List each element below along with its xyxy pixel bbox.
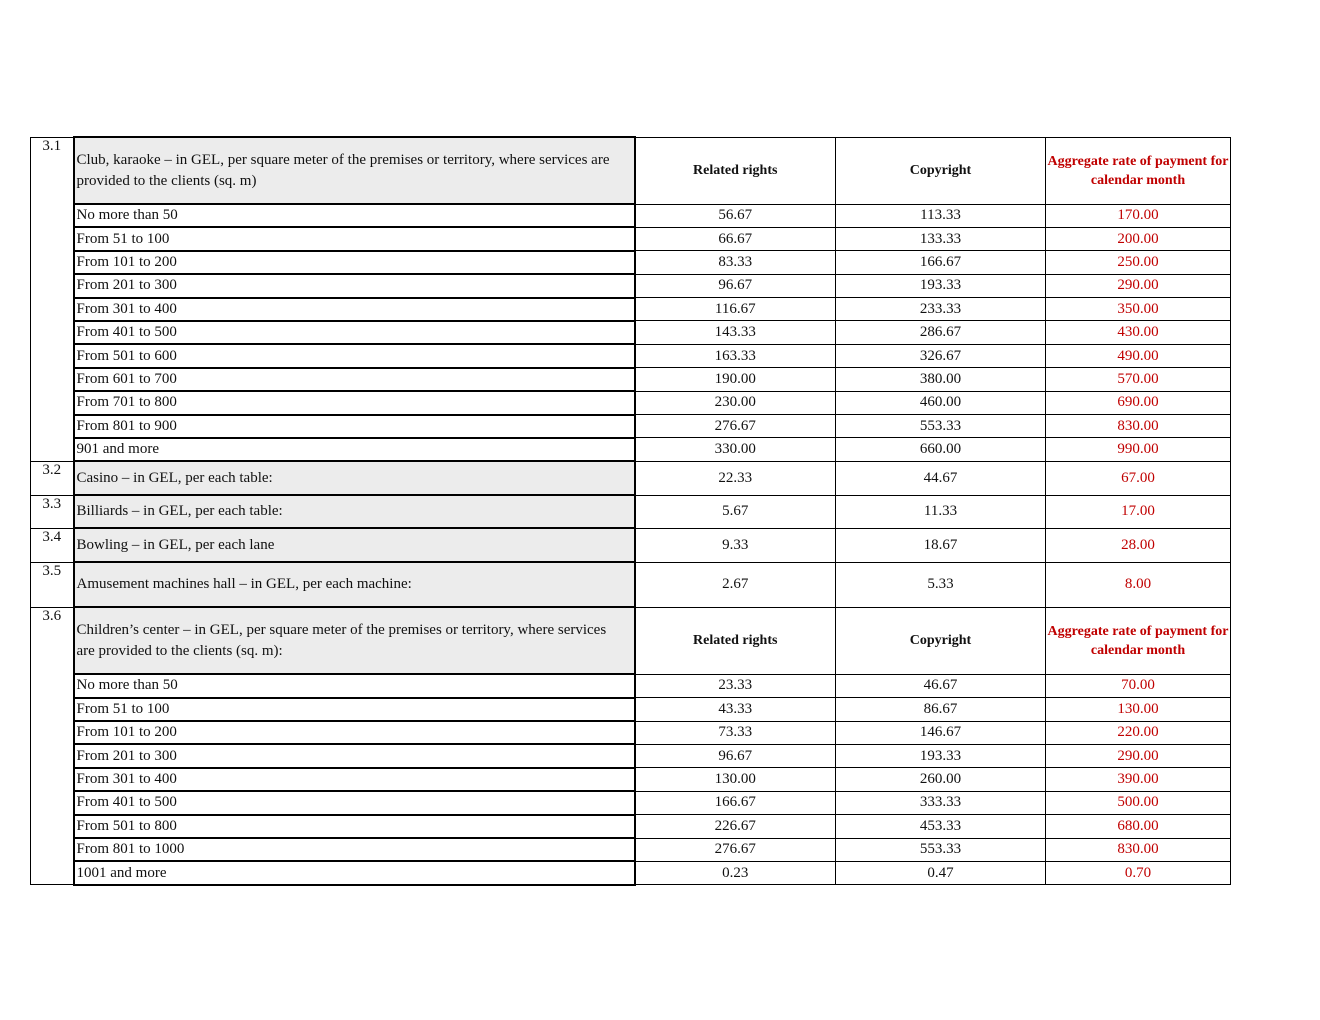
section-number-spacer [31,251,74,274]
aggregate-rate-value: 67.00 [1046,461,1231,495]
table-row [31,274,1231,297]
row-label: From 51 to 100 [74,698,635,721]
section-header-row [31,607,1231,674]
related-rights-value: 230.00 [635,391,836,414]
section-number: 3.2 [31,461,74,495]
section-number-spacer [31,791,74,814]
copyright-value: 193.33 [836,274,1046,297]
aggregate-rate-value: 170.00 [1046,204,1231,227]
related-rights-value: 66.67 [635,227,836,250]
section-number-spacer [31,391,74,414]
section-number-spacer [31,368,74,391]
section-title: Amusement machines hall – in GEL, per each machine: [74,562,635,607]
aggregate-rate-value: 390.00 [1046,768,1231,791]
related-rights-value: 276.67 [635,415,836,438]
aggregate-rate-value: 430.00 [1046,321,1231,344]
row-label: From 501 to 800 [74,815,635,838]
copyright-header: Copyright [836,137,1046,204]
related-rights-value: 73.33 [635,721,836,744]
table-row [31,204,1231,227]
copyright-header: Copyright [836,607,1046,674]
tariff-table-body [31,137,1231,885]
aggregate-rate-value: 570.00 [1046,368,1231,391]
table-row [31,815,1231,838]
section-number: 3.3 [31,495,74,528]
row-label: From 301 to 400 [74,298,635,321]
aggregate-rate-value: 690.00 [1046,391,1231,414]
table-row [31,298,1231,321]
row-label: From 101 to 200 [74,251,635,274]
section-number-spacer [31,321,74,344]
related-rights-value: 0.23 [635,861,836,884]
section-title: Billiards – in GEL, per each table: [74,495,635,528]
table-row [31,415,1231,438]
copyright-value: 333.33 [836,791,1046,814]
aggregate-rate-value: 350.00 [1046,298,1231,321]
section-number: 3.1 [31,137,74,204]
table-row [31,368,1231,391]
row-label: From 401 to 500 [74,321,635,344]
related-rights-value: 116.67 [635,298,836,321]
table-row [31,698,1231,721]
related-rights-value: 2.67 [635,562,836,607]
table-row [31,438,1231,461]
copyright-value: 553.33 [836,415,1046,438]
aggregate-rate-value: 200.00 [1046,227,1231,250]
section-number-spacer [31,204,74,227]
row-label: No more than 50 [74,204,635,227]
aggregate-rate-value: 0.70 [1046,861,1231,884]
aggregate-rate-value: 8.00 [1046,562,1231,607]
table-row [31,861,1231,884]
row-label: From 801 to 1000 [74,838,635,861]
aggregate-rate-value: 680.00 [1046,815,1231,838]
row-label: From 201 to 300 [74,274,635,297]
copyright-value: 146.67 [836,721,1046,744]
copyright-value: 0.47 [836,861,1046,884]
related-rights-value: 83.33 [635,251,836,274]
section-number-spacer [31,721,74,744]
related-rights-header: Related rights [635,137,836,204]
table-row [31,391,1231,414]
section-title: Children’s center – in GEL, per square meter of the premises or territory, where services are provided to the clients (sq. m): [74,607,635,674]
section-number-spacer [31,768,74,791]
related-rights-value: 5.67 [635,495,836,528]
table-row [31,321,1231,344]
copyright-value: 326.67 [836,344,1046,367]
copyright-value: 46.67 [836,674,1046,697]
section-number-spacer [31,274,74,297]
row-label: From 701 to 800 [74,391,635,414]
section-number-spacer [31,344,74,367]
related-rights-value: 143.33 [635,321,836,344]
copyright-value: 460.00 [836,391,1046,414]
section-number: 3.5 [31,562,74,607]
related-rights-value: 190.00 [635,368,836,391]
copyright-value: 380.00 [836,368,1046,391]
copyright-value: 233.33 [836,298,1046,321]
copyright-value: 5.33 [836,562,1046,607]
section-number-spacer [31,674,74,697]
section-number-spacer [31,838,74,861]
tariff-table [30,136,1231,886]
aggregate-rate-value: 17.00 [1046,495,1231,528]
section-number-spacer [31,861,74,884]
section-number-spacer [31,415,74,438]
section-number: 3.6 [31,607,74,674]
aggregate-rate-value: 290.00 [1046,744,1231,767]
aggregate-rate-value: 990.00 [1046,438,1231,461]
section-number-spacer [31,744,74,767]
section-row [31,495,1231,528]
related-rights-value: 96.67 [635,744,836,767]
section-title: Club, karaoke – in GEL, per square meter of the premises or territory, where services are provided to the clients (sq. m) [74,137,635,204]
related-rights-value: 163.33 [635,344,836,367]
related-rights-value: 96.67 [635,274,836,297]
section-number-spacer [31,298,74,321]
table-row [31,744,1231,767]
section-number-spacer [31,438,74,461]
aggregate-rate-value: 220.00 [1046,721,1231,744]
section-row [31,562,1231,607]
copyright-value: 166.67 [836,251,1046,274]
related-rights-value: 166.67 [635,791,836,814]
copyright-value: 133.33 [836,227,1046,250]
row-label: From 101 to 200 [74,721,635,744]
table-row [31,768,1231,791]
row-label: From 201 to 300 [74,744,635,767]
row-label: No more than 50 [74,674,635,697]
related-rights-value: 130.00 [635,768,836,791]
row-label: 901 and more [74,438,635,461]
aggregate-rate-value: 490.00 [1046,344,1231,367]
row-label: From 601 to 700 [74,368,635,391]
copyright-value: 44.67 [836,461,1046,495]
section-row [31,528,1231,562]
section-row [31,461,1231,495]
aggregate-rate-header: Aggregate rate of payment for calendar month [1046,137,1231,204]
related-rights-value: 22.33 [635,461,836,495]
row-label: From 51 to 100 [74,227,635,250]
table-row [31,344,1231,367]
table-row [31,251,1231,274]
related-rights-value: 43.33 [635,698,836,721]
row-label: 1001 and more [74,861,635,884]
table-row [31,838,1231,861]
copyright-value: 286.67 [836,321,1046,344]
table-row [31,791,1231,814]
aggregate-rate-value: 250.00 [1046,251,1231,274]
aggregate-rate-value: 130.00 [1046,698,1231,721]
related-rights-value: 9.33 [635,528,836,562]
section-number-spacer [31,815,74,838]
aggregate-rate-value: 290.00 [1046,274,1231,297]
aggregate-rate-value: 830.00 [1046,838,1231,861]
section-number-spacer [31,698,74,721]
section-header-row [31,137,1231,204]
aggregate-rate-value: 28.00 [1046,528,1231,562]
related-rights-value: 23.33 [635,674,836,697]
row-label: From 301 to 400 [74,768,635,791]
section-title: Bowling – in GEL, per each lane [74,528,635,562]
section-title: Casino – in GEL, per each table: [74,461,635,495]
row-label: From 401 to 500 [74,791,635,814]
copyright-value: 11.33 [836,495,1046,528]
section-number: 3.4 [31,528,74,562]
table-row [31,721,1231,744]
copyright-value: 553.33 [836,838,1046,861]
copyright-value: 660.00 [836,438,1046,461]
aggregate-rate-header: Aggregate rate of payment for calendar month [1046,607,1231,674]
aggregate-rate-value: 500.00 [1046,791,1231,814]
section-number-spacer [31,227,74,250]
copyright-value: 113.33 [836,204,1046,227]
copyright-value: 193.33 [836,744,1046,767]
row-label: From 501 to 600 [74,344,635,367]
row-label: From 801 to 900 [74,415,635,438]
related-rights-value: 330.00 [635,438,836,461]
table-row [31,674,1231,697]
related-rights-value: 276.67 [635,838,836,861]
related-rights-header: Related rights [635,607,836,674]
copyright-value: 86.67 [836,698,1046,721]
table-row [31,227,1231,250]
copyright-value: 453.33 [836,815,1046,838]
related-rights-value: 56.67 [635,204,836,227]
aggregate-rate-value: 70.00 [1046,674,1231,697]
copyright-value: 18.67 [836,528,1046,562]
aggregate-rate-value: 830.00 [1046,415,1231,438]
copyright-value: 260.00 [836,768,1046,791]
related-rights-value: 226.67 [635,815,836,838]
